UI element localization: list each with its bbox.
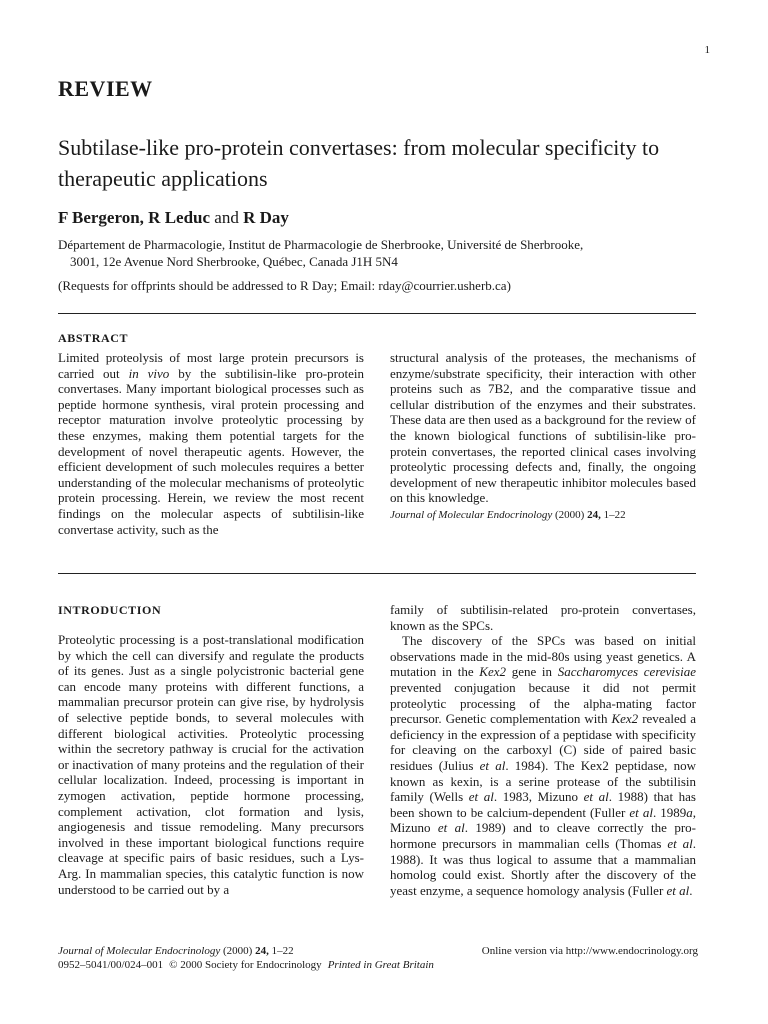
offprint-request: (Requests for offprints should be addressed to R Day; Email: rday@courrier.usherb.ca) [58, 278, 511, 293]
affiliation-line-1: Département de Pharmacologie, Institut de Pharmacologie de Sherbrooke, Université de Sherbrooke, [58, 237, 584, 252]
author-separator: , [139, 208, 149, 227]
footer-citation: Journal of Molecular Endocrinology (2000) 24, 1–22 [58, 945, 294, 957]
author-list [58, 208, 289, 228]
affiliation [58, 236, 718, 270]
footer-issn: 0952–5041/00/024–001 [58, 959, 164, 971]
author-conjunction: and [210, 208, 244, 227]
footer-online-link[interactable]: Online version via http://www.endocrinology.org [481, 945, 698, 957]
affiliation-line-2: 3001, 12e Avenue Nord Sherbrooke, Québec, Canada J1H 5N4 [70, 254, 398, 269]
abstract-left-column [58, 350, 364, 537]
introduction-heading: INTRODUCTION [58, 603, 162, 617]
divider-middle [58, 573, 696, 574]
author-2: R Leduc [148, 208, 211, 227]
footer-copyright: © 2000 Society for Endocrinology [169, 959, 322, 971]
introduction-left-column [58, 632, 364, 897]
section-label: REVIEW [58, 76, 153, 101]
abstract-citation: Journal of Molecular Endocrinology (2000) 24, 1–22 [390, 508, 626, 521]
introduction-paragraph-1: family of subtilisin-related pro-protein convertases, known as the SPCs. [390, 602, 696, 633]
abstract-text-left: Limited proteolysis of most large protein precursors is carried out in vivo by the subtilisin-like pro-protein convertases. Many important biological processes such as peptide hormone synthesis, viral protein processing and receptor maturation involve proteolytic processing by these enzymes, making them potential targets for the development of novel therapeutic agents. However, the efficient development of such molecules requires a better understanding of the molecular mechanisms of proteolytic protein processing. Herein, we review the most recent findings on the molecular aspects of subtilisin-like convertase activity, such as the [58, 350, 364, 537]
author-3: R Day [243, 208, 289, 227]
abstract-text-right: structural analysis of the proteases, the mechanisms of enzyme/substrate specificity, their interaction with other proteins such as 7B2, and the comparative tissue and cellular distribution of the enzymes and their substrates. These data are then used as a background for the review of the known biological functions of subtilisin-like pro-protein convertases, the reported clinical cases involving proteolytic processing defects and, finally, the ongoing development of new therapeutic inhibitor molecules based on this knowledge. [390, 350, 696, 506]
footer-row-1 [58, 944, 698, 958]
divider-top [58, 313, 696, 314]
abstract-right-column [390, 350, 696, 524]
footer-printed: Printed in Great Britain [327, 959, 434, 971]
footer-row-2 [58, 958, 698, 972]
page-number: 1 [704, 44, 710, 56]
introduction-right-column [390, 602, 696, 898]
article-title: Subtilase-like pro-protein convertases: from molecular specificity to therapeutic applications [58, 135, 660, 191]
abstract-heading: ABSTRACT [58, 331, 129, 345]
introduction-text-left: Proteolytic processing is a post-translational modification by which the cell can diversify and regulate the products of its genes. Just as a single polycistronic bacterial gene can encode many proteins with different functions, a mammalian precursor protein can give rise, by hydrolysis of selective peptide bonds, to several molecules with different biological activities. Proteolytic processing within the secretory pathway is crucial for the activation or inactivation of many proteins and the regulation of their cellular localization. Indeed, processing is important in zymogen activation, peptide hormone processing, complement activation, clot formation and lysis, angiogenesis and tissue remodeling. Many precursors involved in these important biological functions require cleavage at specific pairs of basic residues, such a Lys-Arg. In mammalian species, this catalytic function is now understood to be carried out by a [58, 632, 364, 897]
introduction-paragraph-2: The discovery of the SPCs was based on initial observations made in the mid-80s using yeast genetics. A mutation in the Kex2 gene in Saccharomyces cerevisiae prevented conjugation because it did not permit proteolytic processing of the alpha-mating factor precursor. Genetic complementation with Kex2 revealed a deficiency in the expression of a peptidase with specificity for cleaving on the carboxyl (C) side of paired basic residues (Julius et al. 1984). The Kex2 peptidase, now known as kexin, is a serine protease of the subtilisin family (Wells et al. 1983, Mizuno et al. 1988) that has been shown to be calcium-dependent (Fuller et al. 1989a, Mizuno et al. 1989) and to cleave correctly the pro-hormone precursors in mammalian cells (Thomas et al. 1988). It was thus logical to assume that a mammalian homolog could exist. Shortly after the discovery of the yeast enzyme, a sequence homology analysis (Fuller et al. [390, 633, 697, 898]
author-1: F Bergeron [58, 208, 140, 227]
page-footer [58, 944, 698, 972]
